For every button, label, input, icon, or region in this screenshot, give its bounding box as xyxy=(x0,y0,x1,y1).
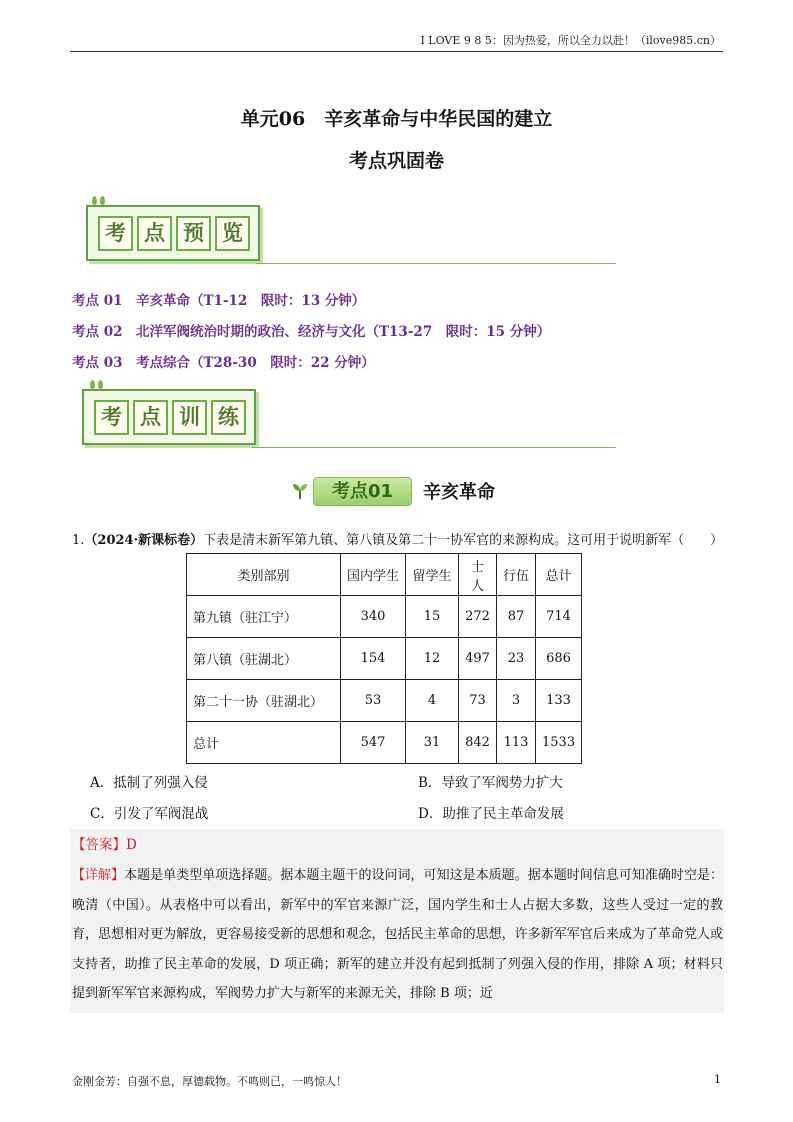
table-row xyxy=(187,638,582,680)
table-header-cell: 士人 xyxy=(459,554,497,596)
table-cell: 15 xyxy=(406,596,459,638)
table-cell: 4 xyxy=(406,680,459,722)
table-cell: 714 xyxy=(536,596,582,638)
section-title: 辛亥革命 xyxy=(423,482,495,503)
leaf-icon xyxy=(98,380,103,389)
sprout-icon xyxy=(291,482,309,500)
table-cell: 3 xyxy=(497,680,536,722)
question-number: 1. xyxy=(72,533,85,548)
option-b: B．导致了军阀势力扩大 xyxy=(418,775,563,791)
table-row xyxy=(187,680,582,722)
table-cell: 第九镇（驻江宁） xyxy=(187,596,341,638)
option-a: A．抵制了列强入侵 xyxy=(90,775,208,791)
banner-underline xyxy=(252,447,616,448)
table-cell: 87 xyxy=(497,596,536,638)
data-table xyxy=(186,553,582,764)
page-title: 单元06 辛亥革命与中华民国的建立 xyxy=(240,108,553,130)
table-cell: 1533 xyxy=(536,722,582,764)
table-cell: 154 xyxy=(341,638,406,680)
question-stem xyxy=(72,529,723,548)
answer-value: D xyxy=(126,837,137,853)
option-d: D．助推了民主革命发展 xyxy=(418,806,564,822)
banner-char: 点 xyxy=(137,216,172,251)
leaf-icon xyxy=(100,196,105,205)
header-rule xyxy=(70,51,723,52)
table-cell: 842 xyxy=(459,722,497,764)
banner-char: 考 xyxy=(94,400,129,435)
banner-char: 览 xyxy=(215,216,250,251)
table-cell: 23 xyxy=(497,638,536,680)
leaf-icon xyxy=(92,196,97,205)
table-cell: 340 xyxy=(341,596,406,638)
table-header-cell: 留学生 xyxy=(406,554,459,596)
toc-item: 考点 02 北洋军阀统治时期的政治、经济与文化（T13-27 限时：15 分钟） xyxy=(72,324,551,340)
table-header-cell: 行伍 xyxy=(497,554,536,596)
table-cell: 133 xyxy=(536,680,582,722)
table-header-cell: 国内学生 xyxy=(341,554,406,596)
training-banner xyxy=(82,389,256,445)
toc-item: 考点 03 考点综合（T28-30 限时：22 分钟） xyxy=(72,355,375,371)
table-row xyxy=(187,722,582,764)
section-badge-label: 考点01 xyxy=(313,477,412,506)
detail-tag: 【详解】 xyxy=(72,868,125,883)
table-cell: 31 xyxy=(406,722,459,764)
table-cell: 53 xyxy=(341,680,406,722)
table-cell: 547 xyxy=(341,722,406,764)
banner-char: 训 xyxy=(172,400,207,435)
table-row xyxy=(187,596,582,638)
table-cell: 113 xyxy=(497,722,536,764)
detail-text: 本题是单类型单项选择题。据本题主题干的设问词，可知这是本质题。据本题时间信息可知准确时空是：晚清（中国）。从表格中可以看出，新军中的军官来源广泛，国内学生和士人占据大多数，这些人受过一定的教育，思想相对更为解放，更容易接受新的思想和观念，包括民主革命的思想，许多新军军官后来成为了革命党人或支持者，助推了民主革命的发展，D 项正确；新军的建立并没有起到抵制了列强入侵的作用，排除 A 项；材料只提到新军军官来源构成，军阀势力扩大与新军的来源无关，排除 B 项；近 xyxy=(72,868,723,1001)
table-header-cell: 总计 xyxy=(536,554,582,596)
table-cell: 272 xyxy=(459,596,497,638)
banner-char: 预 xyxy=(176,216,211,251)
table-cell: 73 xyxy=(459,680,497,722)
table-cell: 12 xyxy=(406,638,459,680)
detail-paragraph xyxy=(72,861,723,1009)
table-cell: 686 xyxy=(536,638,582,680)
table-cell: 第二十一协（驻湖北） xyxy=(187,680,341,722)
answer-line xyxy=(72,833,137,853)
table-header-row xyxy=(187,554,582,596)
preview-banner xyxy=(86,205,260,261)
footer-motto: 金刚金芳：自强不息，厚德载物。不鸣则已，一鸣惊人！ xyxy=(72,1075,347,1088)
page-header: I LOVE 9 8 5：因为热爱，所以全力以赴！（ilove985.cn） xyxy=(420,34,721,47)
page-subtitle: 考点巩固卷 xyxy=(348,150,444,172)
table-cell: 第八镇（驻湖北） xyxy=(187,638,341,680)
banner-underline xyxy=(256,263,616,264)
section-badge xyxy=(291,477,410,504)
page-number: 1 xyxy=(714,1073,721,1086)
leaf-icon xyxy=(90,380,95,389)
answer-tag: 【答案】 xyxy=(72,837,126,853)
banner-char: 考 xyxy=(98,216,133,251)
banner-char: 点 xyxy=(133,400,168,435)
table-cell: 总计 xyxy=(187,722,341,764)
toc-item: 考点 01 辛亥革命（T1-12 限时：13 分钟） xyxy=(72,293,366,309)
banner-char: 练 xyxy=(211,400,246,435)
question-source: （2024·新课标卷） xyxy=(84,533,204,548)
table-header-cell: 类别部别 xyxy=(187,554,341,596)
option-c: C．引发了军阀混战 xyxy=(90,806,209,822)
question-text: 下表是清末新军第九镇、第八镇及第二十一协军官的来源构成。这可用于说明新军（ ） xyxy=(203,533,724,548)
table-cell: 497 xyxy=(459,638,497,680)
